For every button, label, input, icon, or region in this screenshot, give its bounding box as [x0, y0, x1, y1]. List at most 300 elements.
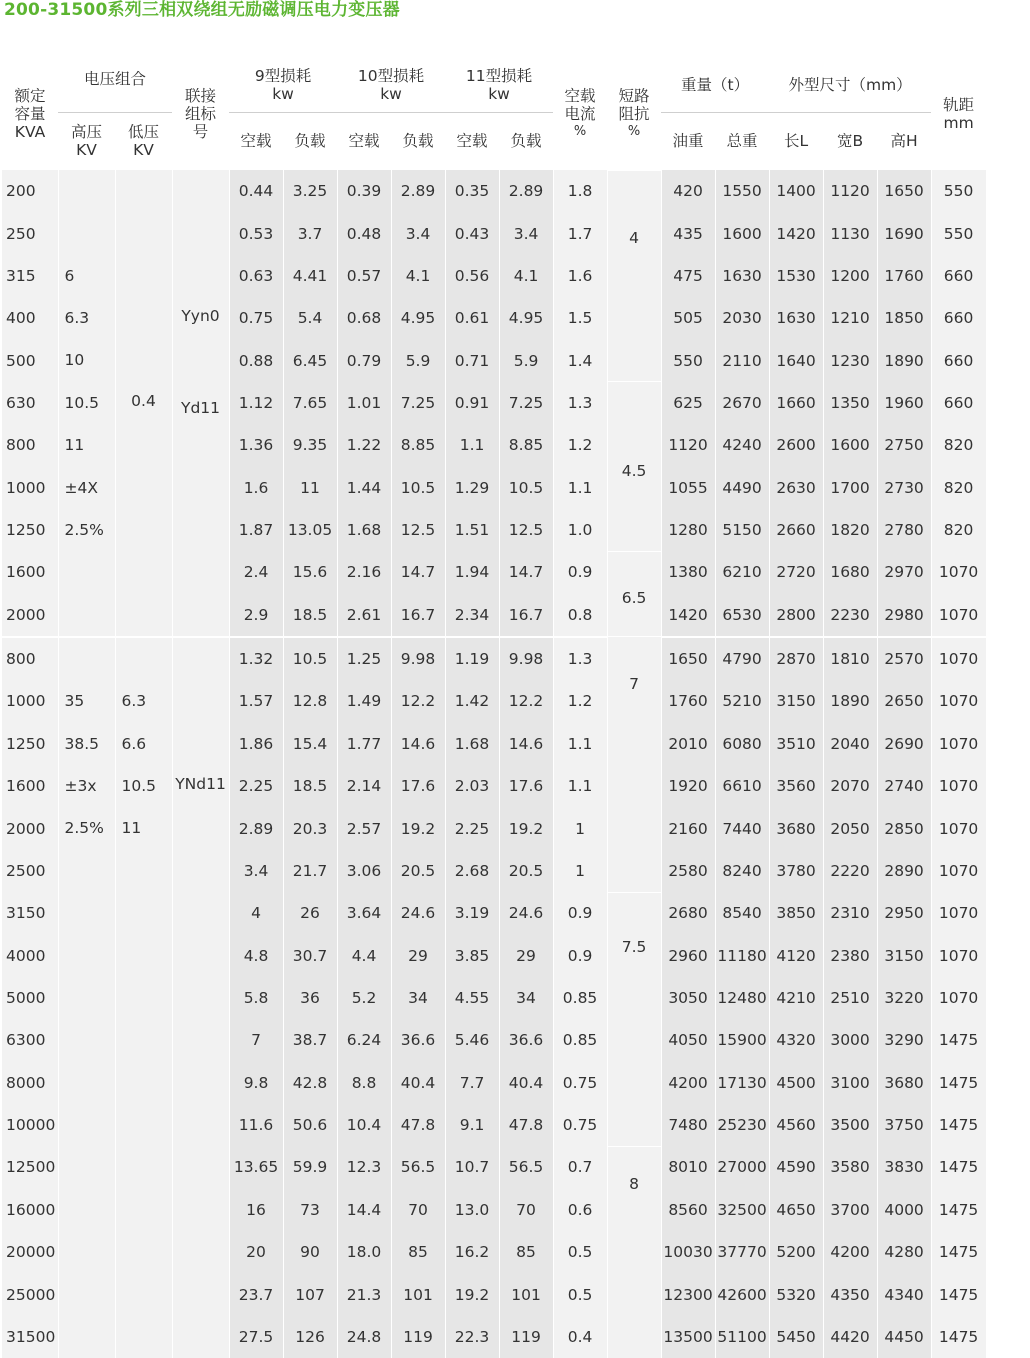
- loss11-load-cell: 4.95: [499, 297, 553, 339]
- loss9-load-cell: 26: [283, 892, 337, 934]
- loss11-noload-cell: 0.56: [445, 255, 499, 297]
- loss9-noload-cell: 0.88: [229, 339, 283, 381]
- track-gauge-cell: 1070: [931, 723, 986, 765]
- loss11-noload-cell: 1.1: [445, 424, 499, 466]
- loss11-load-cell: 29: [499, 934, 553, 976]
- loss11-load-cell: 8.85: [499, 424, 553, 466]
- header-loss10-load: 负载: [391, 112, 445, 170]
- header-weight: 重量（t）: [661, 58, 769, 112]
- rated-capacity-cell: 400: [2, 297, 58, 339]
- loss10-noload-cell: 2.57: [337, 807, 391, 849]
- total-weight-cell: 6530: [715, 594, 769, 637]
- lv-voltage-cell: 0.4: [115, 170, 172, 637]
- loss10-load-cell: 101: [391, 1273, 445, 1315]
- loss11-load-cell: 12.5: [499, 509, 553, 551]
- no-load-current-cell: 0.4: [553, 1316, 607, 1358]
- no-load-current-cell: 1: [553, 850, 607, 892]
- oil-weight-cell: 505: [661, 297, 715, 339]
- length-cell: 1640: [769, 339, 823, 381]
- loss10-load-cell: 8.85: [391, 424, 445, 466]
- width-cell: 2510: [823, 977, 877, 1019]
- loss10-noload-cell: 1.01: [337, 382, 391, 424]
- track-gauge-cell: 820: [931, 467, 986, 509]
- hv-voltage-cell-value: 6.3: [64, 309, 90, 328]
- loss11-load-cell: 4.1: [499, 255, 553, 297]
- header-lv-label: 低压: [128, 123, 160, 142]
- oil-weight-cell: 1420: [661, 594, 715, 637]
- height-cell: 3220: [877, 977, 931, 1019]
- width-cell: 4420: [823, 1316, 877, 1358]
- width-cell: 3000: [823, 1019, 877, 1061]
- loss10-noload-cell: 0.68: [337, 297, 391, 339]
- loss9-noload-cell: 1.57: [229, 680, 283, 722]
- loss9-noload-cell: 16: [229, 1189, 283, 1231]
- rated-capacity-cell: 630: [2, 382, 58, 424]
- connection-cell: [172, 170, 229, 637]
- track-gauge-cell: 1475: [931, 1316, 986, 1358]
- rated-capacity-cell: 315: [2, 255, 58, 297]
- total-weight-cell: 6210: [715, 551, 769, 593]
- loss10-load-cell: 20.5: [391, 850, 445, 892]
- total-weight-cell: 25230: [715, 1104, 769, 1146]
- header-loss11: [445, 58, 553, 112]
- oil-weight-cell: 2160: [661, 807, 715, 849]
- total-weight-cell: 5210: [715, 680, 769, 722]
- no-load-current-cell: 0.5: [553, 1231, 607, 1273]
- length-cell: 3510: [769, 723, 823, 765]
- loss9-noload-cell: 27.5: [229, 1316, 283, 1358]
- header-loss10-unit: kw: [380, 84, 402, 103]
- loss10-load-cell: 14.6: [391, 723, 445, 765]
- lv-voltage-cell-value: 6.6: [121, 734, 147, 753]
- loss10-noload-cell: 6.24: [337, 1019, 391, 1061]
- height-cell: 3830: [877, 1146, 931, 1188]
- loss10-load-cell: 19.2: [391, 807, 445, 849]
- height-cell: 2690: [877, 723, 931, 765]
- loss9-load-cell: 50.6: [283, 1104, 337, 1146]
- loss11-noload-cell: 19.2: [445, 1273, 499, 1315]
- header-height: 高H: [877, 112, 931, 170]
- loss10-noload-cell: 2.16: [337, 551, 391, 593]
- track-gauge-cell: 1070: [931, 892, 986, 934]
- oil-weight-cell: 625: [661, 382, 715, 424]
- header-rated-capacity: [2, 58, 58, 170]
- header-track-gauge: [931, 58, 986, 170]
- no-load-current-cell: 1.6: [553, 255, 607, 297]
- rated-capacity-cell: 12500: [2, 1146, 58, 1188]
- track-gauge-cell: 1070: [931, 765, 986, 807]
- loss9-load-cell: 10.5: [283, 637, 337, 680]
- loss9-noload-cell: 1.32: [229, 637, 283, 680]
- oil-weight-cell: 7480: [661, 1104, 715, 1146]
- header-hv-unit: KV: [76, 141, 97, 160]
- loss9-load-cell: 18.5: [283, 594, 337, 637]
- loss9-noload-cell: 5.8: [229, 977, 283, 1019]
- loss11-noload-cell: 2.03: [445, 765, 499, 807]
- rated-capacity-cell: 1250: [2, 509, 58, 551]
- oil-weight-cell: 8010: [661, 1146, 715, 1188]
- rated-capacity-cell: 800: [2, 637, 58, 680]
- loss11-noload-cell: 3.19: [445, 892, 499, 934]
- loss11-noload-cell: 1.29: [445, 467, 499, 509]
- header-connection-line3: 号: [192, 123, 209, 141]
- loss9-load-cell: 30.7: [283, 934, 337, 976]
- no-load-current-cell: 1.3: [553, 637, 607, 680]
- loss9-load-cell: 6.45: [283, 339, 337, 381]
- header-no-load-current-line2: 电流: [564, 105, 596, 123]
- connection-yd11: Yd11: [181, 399, 221, 418]
- loss9-noload-cell: 2.4: [229, 551, 283, 593]
- loss9-load-cell: 4.41: [283, 255, 337, 297]
- height-cell: 1760: [877, 255, 931, 297]
- total-weight-cell: 2670: [715, 382, 769, 424]
- track-gauge-cell: 1070: [931, 680, 986, 722]
- header-total-weight: 总重: [715, 112, 769, 170]
- loss9-noload-cell: 11.6: [229, 1104, 283, 1146]
- height-cell: 2850: [877, 807, 931, 849]
- no-load-current-cell: 1.5: [553, 297, 607, 339]
- table-row: [2, 892, 986, 934]
- rated-capacity-cell: 2500: [2, 850, 58, 892]
- no-load-current-cell: 0.75: [553, 1062, 607, 1104]
- loss9-load-cell: 15.4: [283, 723, 337, 765]
- loss10-load-cell: 47.8: [391, 1104, 445, 1146]
- hv-voltage-cell-value: 10.5: [64, 393, 100, 412]
- loss11-load-cell: 3.4: [499, 212, 553, 254]
- loss11-load-cell: 9.98: [499, 637, 553, 680]
- track-gauge-cell: 550: [931, 170, 986, 212]
- oil-weight-cell: 4200: [661, 1062, 715, 1104]
- header-loss9-load: 负载: [283, 112, 337, 170]
- track-gauge-cell: 1475: [931, 1146, 986, 1188]
- loss9-noload-cell: 1.36: [229, 424, 283, 466]
- track-gauge-cell: 1475: [931, 1019, 986, 1061]
- loss11-load-cell: 36.6: [499, 1019, 553, 1061]
- no-load-current-cell: 1.8: [553, 170, 607, 212]
- height-cell: 2970: [877, 551, 931, 593]
- no-load-current-cell: 0.5: [553, 1273, 607, 1315]
- loss10-load-cell: 17.6: [391, 765, 445, 807]
- length-cell: 2720: [769, 551, 823, 593]
- no-load-current-cell: 1.2: [553, 424, 607, 466]
- impedance-cell: 7.5: [607, 892, 661, 1146]
- page-title: 200-31500系列三相双绕组无励磁调压电力变压器: [4, 0, 400, 20]
- header-loss9-unit: kw: [272, 84, 294, 103]
- loss11-noload-cell: 2.68: [445, 850, 499, 892]
- lv-voltage-cell: [115, 637, 172, 892]
- rated-capacity-cell: 2000: [2, 807, 58, 849]
- rated-capacity-cell: 31500: [2, 1316, 58, 1358]
- header-track-gauge-line2: mm: [943, 114, 974, 132]
- loss11-noload-cell: 1.51: [445, 509, 499, 551]
- loss11-noload-cell: 10.7: [445, 1146, 499, 1188]
- loss11-load-cell: 34: [499, 977, 553, 1019]
- loss11-load-cell: 85: [499, 1231, 553, 1273]
- track-gauge-cell: 1070: [931, 594, 986, 637]
- track-gauge-cell: 660: [931, 382, 986, 424]
- header-loss10: [337, 58, 445, 112]
- loss10-load-cell: 119: [391, 1316, 445, 1358]
- rated-capacity-cell: 800: [2, 424, 58, 466]
- length-cell: 4120: [769, 934, 823, 976]
- hv-voltage-cell: [58, 892, 115, 1358]
- loss11-noload-cell: 16.2: [445, 1231, 499, 1273]
- header-impedance: [607, 58, 661, 170]
- width-cell: 2040: [823, 723, 877, 765]
- height-cell: 2730: [877, 467, 931, 509]
- track-gauge-cell: 1070: [931, 977, 986, 1019]
- width-cell: 1890: [823, 680, 877, 722]
- connection-yyn0: Yyn0: [181, 307, 220, 326]
- loss9-noload-cell: 1.86: [229, 723, 283, 765]
- width-cell: 2050: [823, 807, 877, 849]
- loss10-load-cell: 4.95: [391, 297, 445, 339]
- width-cell: 3100: [823, 1062, 877, 1104]
- no-load-current-cell: 0.75: [553, 1104, 607, 1146]
- loss11-noload-cell: 2.25: [445, 807, 499, 849]
- loss10-noload-cell: 0.57: [337, 255, 391, 297]
- no-load-current-cell: 1.1: [553, 765, 607, 807]
- loss11-load-cell: 2.89: [499, 170, 553, 212]
- no-load-current-cell: 0.6: [553, 1189, 607, 1231]
- hv-voltage-cell-value: 11: [64, 436, 85, 455]
- impedance-cell: 6.5: [607, 551, 661, 637]
- length-cell: 4210: [769, 977, 823, 1019]
- header-no-load-current-line3: %: [573, 124, 587, 139]
- loss9-noload-cell: 1.6: [229, 467, 283, 509]
- hv-voltage-cell-value: 10: [64, 351, 85, 370]
- width-cell: 2070: [823, 765, 877, 807]
- width-cell: 2380: [823, 934, 877, 976]
- loss9-noload-cell: 20: [229, 1231, 283, 1273]
- rated-capacity-cell: 1250: [2, 723, 58, 765]
- loss9-load-cell: 18.5: [283, 765, 337, 807]
- no-load-current-cell: 1.2: [553, 680, 607, 722]
- loss11-noload-cell: 4.55: [445, 977, 499, 1019]
- total-weight-cell: 4490: [715, 467, 769, 509]
- length-cell: 1530: [769, 255, 823, 297]
- height-cell: 2980: [877, 594, 931, 637]
- track-gauge-cell: 1475: [931, 1062, 986, 1104]
- loss10-noload-cell: 3.64: [337, 892, 391, 934]
- lv-voltage-cell-value: 11: [121, 819, 142, 838]
- hv-voltage-cell-value: ±4X: [64, 478, 98, 497]
- height-cell: 1890: [877, 339, 931, 381]
- loss9-load-cell: 5.4: [283, 297, 337, 339]
- header-loss11-load: 负载: [499, 112, 553, 170]
- track-gauge-cell: 1475: [931, 1273, 986, 1315]
- oil-weight-cell: 420: [661, 170, 715, 212]
- track-gauge-cell: 1070: [931, 850, 986, 892]
- loss9-noload-cell: 7: [229, 1019, 283, 1061]
- loss9-load-cell: 21.7: [283, 850, 337, 892]
- header-loss9-noload: 空载: [229, 112, 283, 170]
- loss11-noload-cell: 1.19: [445, 637, 499, 680]
- loss10-load-cell: 24.6: [391, 892, 445, 934]
- loss9-noload-cell: 13.65: [229, 1146, 283, 1188]
- header-rated-capacity-line2: 容量: [14, 105, 46, 123]
- lv-voltage-cell-value: 6.3: [121, 692, 147, 711]
- total-weight-cell: 12480: [715, 977, 769, 1019]
- loss9-load-cell: 90: [283, 1231, 337, 1273]
- loss11-load-cell: 12.2: [499, 680, 553, 722]
- no-load-current-cell: 0.9: [553, 892, 607, 934]
- hv-voltage-cell-value: 35: [64, 692, 85, 711]
- loss11-load-cell: 5.9: [499, 339, 553, 381]
- length-cell: 4500: [769, 1062, 823, 1104]
- rated-capacity-cell: 16000: [2, 1189, 58, 1231]
- loss10-noload-cell: 18.0: [337, 1231, 391, 1273]
- track-gauge-cell: 820: [931, 424, 986, 466]
- loss11-load-cell: 119: [499, 1316, 553, 1358]
- height-cell: 2570: [877, 637, 931, 680]
- hv-voltage-cell-value: 2.5%: [64, 819, 104, 838]
- no-load-current-cell: 0.85: [553, 977, 607, 1019]
- total-weight-cell: 2030: [715, 297, 769, 339]
- loss10-load-cell: 34: [391, 977, 445, 1019]
- width-cell: 1130: [823, 212, 877, 254]
- length-cell: 1630: [769, 297, 823, 339]
- track-gauge-cell: 1070: [931, 551, 986, 593]
- track-gauge-cell: 1070: [931, 637, 986, 680]
- length-cell: 2600: [769, 424, 823, 466]
- width-cell: 3580: [823, 1146, 877, 1188]
- loss11-load-cell: 19.2: [499, 807, 553, 849]
- loss11-noload-cell: 22.3: [445, 1316, 499, 1358]
- no-load-current-cell: 0.7: [553, 1146, 607, 1188]
- rated-capacity-cell: 6300: [2, 1019, 58, 1061]
- loss10-noload-cell: 2.14: [337, 765, 391, 807]
- loss10-load-cell: 40.4: [391, 1062, 445, 1104]
- oil-weight-cell: 2580: [661, 850, 715, 892]
- height-cell: 1960: [877, 382, 931, 424]
- loss9-load-cell: 20.3: [283, 807, 337, 849]
- loss10-load-cell: 16.7: [391, 594, 445, 637]
- loss10-noload-cell: 4.4: [337, 934, 391, 976]
- height-cell: 4280: [877, 1231, 931, 1273]
- no-load-current-cell: 1: [553, 807, 607, 849]
- no-load-current-cell: 1.7: [553, 212, 607, 254]
- width-cell: 1810: [823, 637, 877, 680]
- loss10-load-cell: 3.4: [391, 212, 445, 254]
- header-loss10-noload: 空载: [337, 112, 391, 170]
- width-cell: 2310: [823, 892, 877, 934]
- hv-voltage-cell: [58, 637, 115, 892]
- spec-table: [2, 58, 987, 1358]
- total-weight-cell: 6610: [715, 765, 769, 807]
- oil-weight-cell: 1380: [661, 551, 715, 593]
- length-cell: 3780: [769, 850, 823, 892]
- length-cell: 4320: [769, 1019, 823, 1061]
- header-width: 宽B: [823, 112, 877, 170]
- lv-voltage-cell: [115, 892, 172, 1358]
- loss10-noload-cell: 1.49: [337, 680, 391, 722]
- width-cell: 1210: [823, 297, 877, 339]
- loss10-noload-cell: 1.68: [337, 509, 391, 551]
- width-cell: 1230: [823, 339, 877, 381]
- loss10-load-cell: 7.25: [391, 382, 445, 424]
- loss9-noload-cell: 2.89: [229, 807, 283, 849]
- loss11-load-cell: 14.7: [499, 551, 553, 593]
- loss10-noload-cell: 1.44: [337, 467, 391, 509]
- loss11-load-cell: 14.6: [499, 723, 553, 765]
- impedance-cell: 7: [607, 637, 661, 892]
- loss11-noload-cell: 1.68: [445, 723, 499, 765]
- header-track-gauge-line1: 轨距: [943, 96, 975, 114]
- total-weight-cell: 11180: [715, 934, 769, 976]
- length-cell: 1420: [769, 212, 823, 254]
- loss10-noload-cell: 14.4: [337, 1189, 391, 1231]
- header-no-load-current-line1: 空载: [564, 87, 596, 105]
- oil-weight-cell: 4050: [661, 1019, 715, 1061]
- height-cell: 3290: [877, 1019, 931, 1061]
- height-cell: 2750: [877, 424, 931, 466]
- loss9-load-cell: 59.9: [283, 1146, 337, 1188]
- width-cell: 1350: [823, 382, 877, 424]
- oil-weight-cell: 2960: [661, 934, 715, 976]
- width-cell: 1600: [823, 424, 877, 466]
- loss10-noload-cell: 3.06: [337, 850, 391, 892]
- header-hv-label: 高压: [70, 123, 102, 142]
- loss10-noload-cell: 1.77: [337, 723, 391, 765]
- loss9-load-cell: 7.65: [283, 382, 337, 424]
- oil-weight-cell: 10030: [661, 1231, 715, 1273]
- header-lv-unit: KV: [133, 141, 154, 160]
- width-cell: 4350: [823, 1273, 877, 1315]
- loss9-noload-cell: 0.63: [229, 255, 283, 297]
- rated-capacity-cell: 4000: [2, 934, 58, 976]
- track-gauge-cell: 550: [931, 212, 986, 254]
- loss11-noload-cell: 0.91: [445, 382, 499, 424]
- loss9-load-cell: 107: [283, 1273, 337, 1315]
- loss10-load-cell: 85: [391, 1231, 445, 1273]
- header-impedance-line2: 阻抗: [618, 104, 650, 123]
- loss9-load-cell: 13.05: [283, 509, 337, 551]
- length-cell: 2870: [769, 637, 823, 680]
- total-weight-cell: 5150: [715, 509, 769, 551]
- no-load-current-cell: 0.9: [553, 551, 607, 593]
- header-connection-line2: 组标: [185, 105, 217, 123]
- loss9-load-cell: 3.25: [283, 170, 337, 212]
- width-cell: 2220: [823, 850, 877, 892]
- loss10-load-cell: 5.9: [391, 339, 445, 381]
- oil-weight-cell: 1280: [661, 509, 715, 551]
- loss11-load-cell: 10.5: [499, 467, 553, 509]
- loss10-load-cell: 9.98: [391, 637, 445, 680]
- loss11-noload-cell: 1.94: [445, 551, 499, 593]
- height-cell: 3150: [877, 934, 931, 976]
- loss9-load-cell: 3.7: [283, 212, 337, 254]
- total-weight-cell: 6080: [715, 723, 769, 765]
- oil-weight-cell: 8560: [661, 1189, 715, 1231]
- loss9-noload-cell: 0.44: [229, 170, 283, 212]
- total-weight-cell: 42600: [715, 1273, 769, 1315]
- hv-voltage-cell-value: 2.5%: [64, 520, 104, 539]
- loss10-load-cell: 14.7: [391, 551, 445, 593]
- loss11-load-cell: 47.8: [499, 1104, 553, 1146]
- track-gauge-cell: 1070: [931, 807, 986, 849]
- loss9-noload-cell: 2.25: [229, 765, 283, 807]
- table-row: [2, 637, 986, 680]
- track-gauge-cell: 660: [931, 255, 986, 297]
- loss9-load-cell: 9.35: [283, 424, 337, 466]
- oil-weight-cell: 2010: [661, 723, 715, 765]
- width-cell: 1700: [823, 467, 877, 509]
- total-weight-cell: 32500: [715, 1189, 769, 1231]
- loss10-noload-cell: 1.22: [337, 424, 391, 466]
- header-loss9: [229, 58, 337, 112]
- total-weight-cell: 4790: [715, 637, 769, 680]
